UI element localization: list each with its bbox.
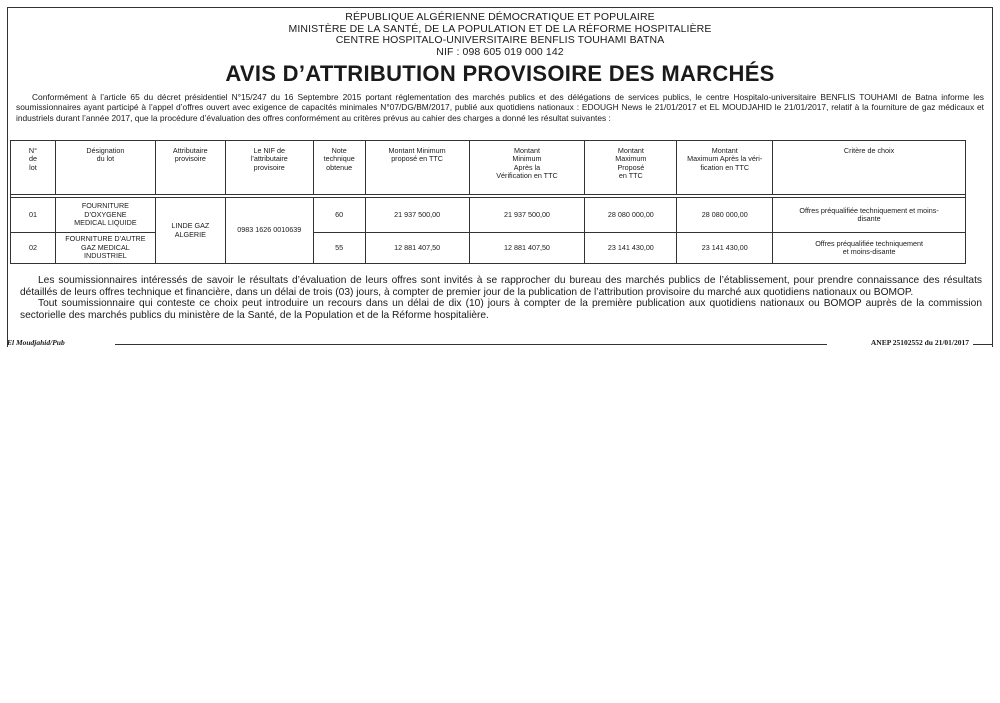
header-critere: Critère de choix [773, 141, 966, 195]
header-max-verif: Montant Maximum Après la véri- fication en TTC [677, 141, 773, 195]
footer-publisher: El Moudjahid/Pub [7, 338, 65, 347]
cell-max-propose: 23 141 430,00 [585, 233, 677, 264]
header-republic: RÉPUBLIQUE ALGÉRIENNE DÉMOCRATIQUE ET POPULAIRE [345, 11, 655, 23]
header-hospital: CENTRE HOSPITALO-UNIVERSITAIRE BENFLIS TOUHAMI BATNA [335, 34, 665, 46]
cell-critere: Offres préqualifiée techniquement et moins-disante [773, 233, 966, 264]
intro-text: Conformément à l’article 65 du décret présidentiel N°15/247 du 16 Septembre 2015 portant réglementation des marchés publics et des délégations de services publics, le centre Hospitalo-universitaire BENFLIS TOUHAMI de Batna informe les soumissionnaires ayant participé à l’appel d’offres ouvert avec exigence de capacités minimales N°07/DG/BM/2017, publié aux quotidiens nationaux : EDOUGH News le 21/01/2017 et EL MOUDJAHID le 21/01/2017, relatif à la fourniture de gaz médicaux et industriels durant l’année 2017, que la procédure d’évaluation des offres conformément au critères prévus au cahier des charges a donné les résultat suivantes : [16, 92, 984, 123]
header-lot: N° de lot [11, 141, 56, 195]
cell-critere: Offres préqualifiée techniquement et moins- disante [773, 198, 966, 233]
cell-note: 60 [313, 198, 365, 233]
closing-paragraphs [20, 275, 982, 321]
header-min-verif: Montant Minimum Après la Vérification en TTC [469, 141, 585, 195]
cell-designation: FOURNITURE D’AUTRE GAZ MEDICAL INDUSTRIEL [55, 233, 155, 264]
footer-rule-end [973, 344, 993, 345]
footer-reference: ANEP 25102552 du 21/01/2017 [870, 338, 969, 347]
header-max-propose: Montant Maximum Proposé en TTC [585, 141, 677, 195]
header-note: Note technique obtenue [313, 141, 365, 195]
header-nif: NIF : 098 605 019 000 142 [436, 45, 564, 58]
footer-rule [115, 344, 827, 345]
table-header-row [11, 141, 966, 195]
table-row [11, 198, 966, 233]
closing-paragraph-appeal: Tout soumissionnaire qui conteste ce choix peut introduire un recours dans un délai de dix (10) jours à compter de la première publication aux quotidiens nationaux ou BOMOP auprès de la commission sectorielle des marchés publics du ministère de la Santé, de la Population et de la Réforme hospitalière. [20, 298, 982, 321]
footer [7, 338, 993, 352]
cell-note: 55 [313, 233, 365, 264]
header-designation: Désignation du lot [55, 141, 155, 195]
cell-min-propose: 12 881 407,50 [365, 233, 469, 264]
notice-title: AVIS D’ATTRIBUTION PROVISOIRE DES MARCHÉS [225, 61, 775, 86]
header-ministry: MINISTÈRE DE LA SANTÉ, DE LA POPULATION ET DE LA RÉFORME HOSPITALIÈRE [288, 22, 712, 35]
header-attributaire: Attributaire provisoire [155, 141, 225, 195]
intro-paragraph [16, 92, 984, 123]
header-block [8, 12, 992, 58]
cell-min-propose: 21 937 500,00 [365, 198, 469, 233]
header-min-propose: Montant Minimum proposé en TTC [365, 141, 469, 195]
closing-paragraph-results: Les soumissionnaires intéressés de savoir le résultats d’évaluation de leurs offres sont invités à se rapprocher du bureau des marchés publics de l’établissement, pour prendre connaissance des résultats détaillés de leurs offres technique et financière, dans un délai de trois (03) jours, à compter de premier jour de la publication de l’attribution provisoire du marché aux quotidiens nationaux ou BOMOP. [20, 275, 982, 298]
cell-max-propose: 28 080 000,00 [585, 198, 677, 233]
cell-designation: FOURNITURE D’OXYGENE MEDICAL LIQUIDE [55, 198, 155, 233]
cell-min-verif: 21 937 500,00 [469, 198, 585, 233]
cell-lot: 01 [11, 198, 56, 233]
cell-max-verif: 28 080 000,00 [677, 198, 773, 233]
cell-lot: 02 [11, 233, 56, 264]
table-row [11, 233, 966, 264]
cell-nif: 0983 1626 0010639 [225, 198, 313, 264]
results-table [10, 140, 966, 264]
cell-min-verif: 12 881 407,50 [469, 233, 585, 264]
cell-attributaire: LINDE GAZ ALGERIE [155, 198, 225, 264]
header-nif: Le NIF de l’attributaire provisoire [225, 141, 313, 195]
cell-max-verif: 23 141 430,00 [677, 233, 773, 264]
